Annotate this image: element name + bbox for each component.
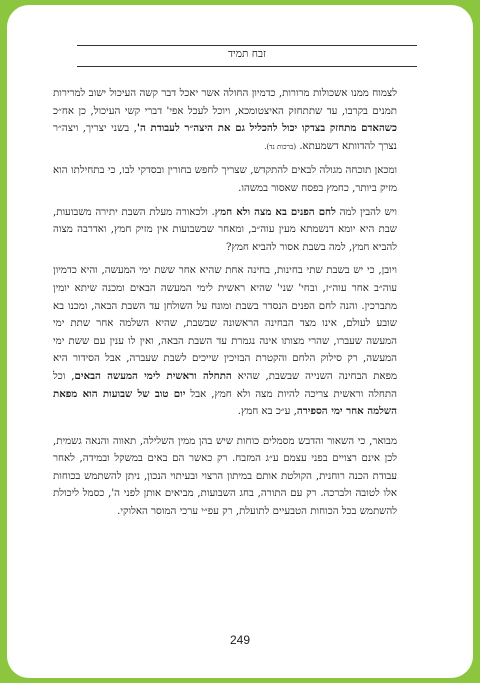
text-run: מבואר, כי השאור והדבש מסמלים כוחות שיש בהן ממין השלילה, תאווה והנאה גשמית, לכן אינם רצויים בפני עצמם ע״ג המזבח. רק כאשר הם באים במשקל ובמידה, לאחר עבודת הכנה רוחנית, הקולטת אותם במיתון הרצוי ובעיתוי הנכון, ניתן להשתמש בכוחות אלו לטובה ולברכה. רק עם התורה, בחג השבועות, מביאים אותן לפני ה', כסמל ליכולת להשתמש בכל הכוחות הטבעיים לתועלת, רק עפ״י ערכי המוסר האלוקי. (53, 435, 397, 518)
paragraph (53, 433, 397, 521)
text-run: . ולכאורה מעלת השבת יתירה משבועות, שבת היא יומא דנשמתא מעין עוה״ב, ומאחר שבשבועות אין מזיק חמץ, ואדרבה מצוה להביא חמץ, למה בשבת אסור להביא חמץ? (53, 206, 397, 253)
text-run: , בשני יצריך, ויצה״ר נצרך להדוותא דשמעתא. (53, 123, 397, 152)
header-title: זבח תמיד (228, 48, 266, 60)
text-run: ומכאן תוכחה מגולה לבאים להתקדש, שצריך לחפש בחורין ובסדקי לבו, כי בתחילתו הוא מזיק ביותר, כחמץ בפסח שאסור במשהו. (53, 165, 397, 194)
text-run: , ע״כ בא חמץ. (237, 406, 297, 418)
paragraph (53, 85, 397, 156)
text-run: ויש להבין למה (335, 206, 397, 218)
text-run: לצמוח ממנו אשכולות מרורות, כדמיון החולה אשר יאכל דבר קשה העיכול ישוב למרירות תמנים בקרבו, עד שתתחזק האיצטומכא, ויוכל לעכל אפי' דברי קשי העיכול, כן אח״כ (53, 88, 397, 117)
paragraph (53, 262, 397, 420)
running-header (77, 45, 417, 69)
paragraph (53, 162, 397, 197)
book-page (7, 5, 473, 678)
header-rule-bottom (77, 66, 417, 67)
paragraph (53, 204, 397, 257)
page-number: 249 (229, 633, 251, 647)
text-run: , וכל התחלה וראשית צריכה להיות מצה ולא חמץ, אבל (53, 370, 397, 400)
text-run: ויובן, כי יש בשבת שתי בחינות, בחינה אחת שהיא אחר ששת ימי המעשה, והיא כדמיון עוה״ב אחר עוה״ז, ובחי' שני' שהיא ראשית לימי המעשה הבאים ומכנה שיתא יומין מתברכין. והנה לחם הפנים הנסדר בשבת ומונח על השולחן עד השבת הבאה, ומכנו בא שובע לעולם, אינו מצד הבחינה הראשונה שבשבת, שהיא השלמה אחר שתת ימי המעשה שעברו, שהרי מצותו אינה נגמרת עד השבת הבאה, ואין לו ענין עם ששת ימי המעשה, רק סילוק הלחם והקטרת הבזיכין שייכים לשבת שעברה, אבל הסידור היא מפאת הבחינה השנייה שבשבת, שהיא (53, 265, 398, 382)
text-run: (ברכות נד). (264, 142, 297, 151)
bold-phrase: לחם הפנים בא מצה ולא חמץ (214, 205, 336, 218)
header-rule-top (77, 45, 417, 46)
bold-phrase: יום טוב של שבועות הוא מפאת השלמה אחר ימי הספירה (53, 387, 397, 418)
bold-phrase: כשהאדם מתחזק בצדקו יכול להכליל גם את היצה״ר לעבודת ה' (136, 122, 397, 135)
page-body (53, 85, 397, 527)
bold-phrase: התחלה וראשית לימי המעשה הבאים (74, 369, 232, 382)
